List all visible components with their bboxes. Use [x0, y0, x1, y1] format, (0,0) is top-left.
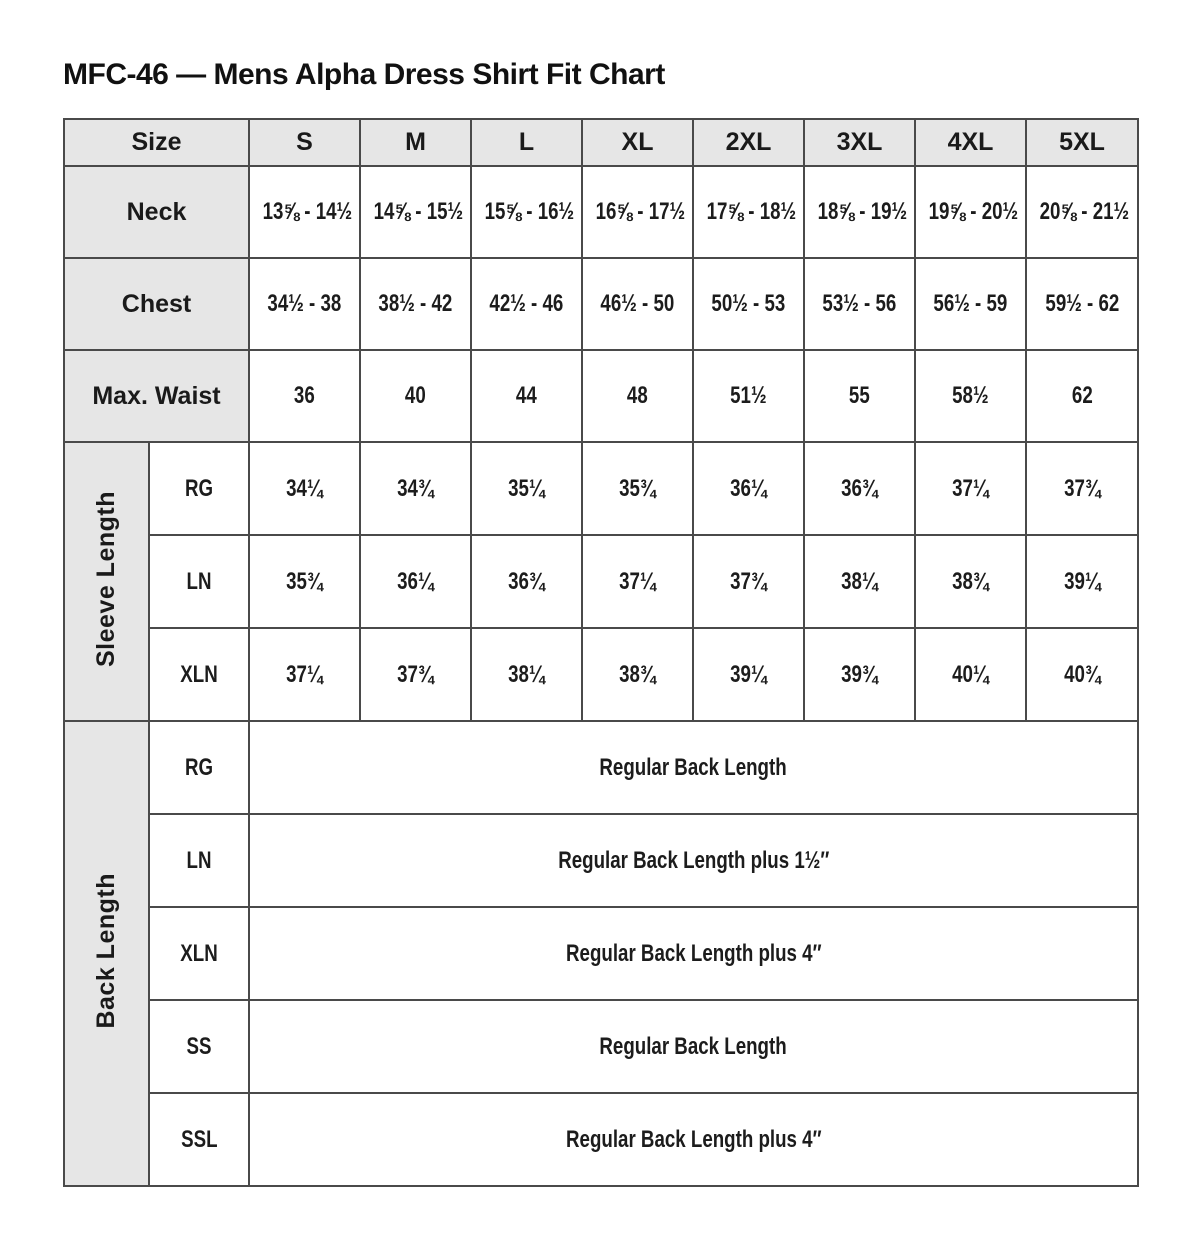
- sleeve-rg-code-cell: [149, 442, 249, 535]
- neck-value: 14⅝ - 15½: [373, 198, 464, 225]
- sleeve-rg-value-cell: [360, 442, 471, 535]
- chest-row-label: Chest: [64, 258, 249, 350]
- sleeve-rg-value: 35¼: [508, 474, 545, 502]
- sleeve-ln-value: 38¼: [841, 567, 878, 595]
- size-col-header-s: S: [249, 119, 360, 166]
- chest-value: 50½ - 53: [711, 290, 786, 317]
- header-row: [64, 119, 1138, 166]
- sleeve-length-section-label-cell: [64, 442, 149, 721]
- back-xln-row: [64, 907, 1138, 1000]
- sleeve-xln-value: 39¼: [730, 660, 767, 688]
- waist-value-cell: [471, 350, 582, 442]
- fit-chart-table: [63, 118, 1139, 1187]
- sleeve-xln-value: 40¾: [1063, 660, 1101, 688]
- sleeve-xln-value-cell: [1026, 628, 1138, 721]
- sleeve-ln-value: 37¾: [730, 567, 767, 595]
- sleeve-xln-code: XLN: [180, 660, 218, 688]
- neck-value: 20⅝ - 21½: [1039, 198, 1130, 225]
- sleeve-ln-value: 36¼: [397, 567, 434, 595]
- sleeve-rg-value-cell: [471, 442, 582, 535]
- sleeve-ln-code-cell: [149, 535, 249, 628]
- sleeve-ln-value-cell: [915, 535, 1026, 628]
- waist-value: 48: [627, 382, 648, 409]
- sleeve-rg-row: [64, 442, 1138, 535]
- size-col-header-l: L: [471, 119, 582, 166]
- waist-value: 58½: [952, 382, 989, 409]
- back-ss-text-cell: [249, 1000, 1138, 1093]
- size-col-header-2xl: 2XL: [693, 119, 804, 166]
- sleeve-xln-value: 38¼: [508, 660, 545, 688]
- back-ln-row: [64, 814, 1138, 907]
- neck-value-cell: [360, 166, 471, 258]
- sleeve-ln-value-cell: [1026, 535, 1138, 628]
- sleeve-xln-value-cell: [360, 628, 471, 721]
- chest-value-cell: [360, 258, 471, 350]
- back-ss-code-cell: [149, 1000, 249, 1093]
- sleeve-ln-value: 35¾: [286, 567, 323, 595]
- back-ln-text: Regular Back Length plus 1½″: [557, 846, 830, 874]
- waist-value-cell: [360, 350, 471, 442]
- sleeve-rg-value-cell: [249, 442, 360, 535]
- sleeve-ln-row: [64, 535, 1138, 628]
- back-ss-code: SS: [186, 1032, 212, 1060]
- sleeve-ln-value: 38¾: [952, 567, 989, 595]
- size-col-header-3xl: 3XL: [804, 119, 915, 166]
- chest-value: 38½ - 42: [378, 290, 453, 317]
- sleeve-ln-value-cell: [249, 535, 360, 628]
- back-ln-code: LN: [186, 846, 212, 874]
- size-col-header-m: M: [360, 119, 471, 166]
- size-col-header-4xl: 4XL: [915, 119, 1026, 166]
- sleeve-xln-value: 37¼: [286, 660, 323, 688]
- neck-value: 19⅝ - 20½: [928, 198, 1019, 225]
- sleeve-rg-value: 37¾: [1063, 474, 1101, 502]
- sleeve-rg-value-cell: [693, 442, 804, 535]
- neck-value: 16⅝ - 17½: [595, 198, 686, 225]
- neck-value-cell: [804, 166, 915, 258]
- chest-value: 46½ - 50: [600, 290, 675, 317]
- neck-value-cell: [1026, 166, 1138, 258]
- neck-value-cell: [249, 166, 360, 258]
- size-col-header-5xl: 5XL: [1026, 119, 1138, 166]
- back-ssl-code-cell: [149, 1093, 249, 1186]
- back-length-section-label-cell: [64, 721, 149, 1186]
- chest-value: 53½ - 56: [822, 290, 897, 317]
- sleeve-ln-value-cell: [360, 535, 471, 628]
- sleeve-xln-value-cell: [249, 628, 360, 721]
- sleeve-rg-value: 34¾: [397, 474, 434, 502]
- back-xln-text: Regular Back Length plus 4″: [565, 939, 822, 967]
- back-ssl-text: Regular Back Length plus 4″: [565, 1125, 822, 1153]
- sleeve-xln-value-cell: [693, 628, 804, 721]
- waist-value-cell: [804, 350, 915, 442]
- sleeve-ln-value-cell: [693, 535, 804, 628]
- back-rg-text: Regular Back Length: [599, 753, 788, 781]
- neck-row-label: Neck: [64, 166, 249, 258]
- neck-row: [64, 166, 1138, 258]
- neck-value-cell: [471, 166, 582, 258]
- neck-value: 15⅝ - 16½: [484, 198, 575, 225]
- sleeve-xln-value: 40¼: [952, 660, 989, 688]
- chest-value-cell: [804, 258, 915, 350]
- chest-value-cell: [915, 258, 1026, 350]
- size-header-cell: Size: [64, 119, 249, 166]
- waist-value-cell: [693, 350, 804, 442]
- chest-value-cell: [582, 258, 693, 350]
- size-col-header-xl: XL: [582, 119, 693, 166]
- waist-value: 55: [849, 382, 870, 409]
- chest-value-cell: [693, 258, 804, 350]
- sleeve-xln-value-cell: [471, 628, 582, 721]
- max-waist-row: [64, 350, 1138, 442]
- chest-value: 59½ - 62: [1045, 290, 1119, 317]
- back-ssl-code: SSL: [180, 1125, 218, 1153]
- max-waist-row-label: Max. Waist: [64, 350, 249, 442]
- back-xln-code-cell: [149, 907, 249, 1000]
- sleeve-xln-value: 39¾: [841, 660, 878, 688]
- sleeve-xln-value-cell: [582, 628, 693, 721]
- neck-value: 17⅝ - 18½: [706, 198, 797, 225]
- sleeve-ln-value: 37¼: [619, 567, 656, 595]
- sleeve-ln-value-cell: [804, 535, 915, 628]
- waist-value-cell: [1026, 350, 1138, 442]
- sleeve-rg-value: 35¾: [619, 474, 656, 502]
- neck-value-cell: [582, 166, 693, 258]
- neck-value-cell: [915, 166, 1026, 258]
- sleeve-rg-value: 37¼: [952, 474, 989, 502]
- chest-value: 42½ - 46: [489, 290, 564, 317]
- back-length-section-label: Back Length: [92, 873, 120, 1029]
- back-rg-text-cell: [249, 721, 1138, 814]
- waist-value: 40: [405, 382, 426, 409]
- back-ln-text-cell: [249, 814, 1138, 907]
- sleeve-rg-value: 36¾: [841, 474, 878, 502]
- chest-value-cell: [1026, 258, 1138, 350]
- sleeve-rg-value-cell: [804, 442, 915, 535]
- sleeve-xln-value: 37¾: [397, 660, 434, 688]
- sleeve-rg-value: 36¼: [730, 474, 767, 502]
- sleeve-xln-value-cell: [804, 628, 915, 721]
- back-ln-code-cell: [149, 814, 249, 907]
- neck-value-cell: [693, 166, 804, 258]
- sleeve-xln-value-cell: [915, 628, 1026, 721]
- sleeve-ln-value: 39¼: [1063, 567, 1101, 595]
- sleeve-xln-value: 38¾: [619, 660, 656, 688]
- back-rg-code-cell: [149, 721, 249, 814]
- waist-value-cell: [582, 350, 693, 442]
- page-title: MFC-46 — Mens Alpha Dress Shirt Fit Chart: [63, 58, 665, 91]
- sleeve-rg-value: 34¼: [286, 474, 323, 502]
- back-xln-text-cell: [249, 907, 1138, 1000]
- sleeve-xln-code-cell: [149, 628, 249, 721]
- back-xln-code: XLN: [180, 939, 218, 967]
- waist-value: 51½: [730, 382, 767, 409]
- sleeve-rg-value-cell: [582, 442, 693, 535]
- chest-value-cell: [249, 258, 360, 350]
- back-rg-code: RG: [184, 753, 214, 781]
- chest-value: 34½ - 38: [267, 290, 342, 317]
- neck-value: 18⅝ - 19½: [817, 198, 908, 225]
- sleeve-ln-value-cell: [471, 535, 582, 628]
- sleeve-length-section-label: Sleeve Length: [92, 491, 120, 667]
- chest-row: [64, 258, 1138, 350]
- waist-value-cell: [915, 350, 1026, 442]
- back-ss-row: [64, 1000, 1138, 1093]
- sleeve-xln-row: [64, 628, 1138, 721]
- chest-value-cell: [471, 258, 582, 350]
- waist-value: 36: [294, 382, 315, 409]
- back-rg-row: [64, 721, 1138, 814]
- waist-value: 44: [516, 382, 537, 409]
- neck-value: 13⅝ - 14½: [262, 198, 353, 225]
- sleeve-rg-value-cell: [915, 442, 1026, 535]
- sleeve-rg-code: RG: [184, 474, 214, 502]
- sleeve-rg-value-cell: [1026, 442, 1138, 535]
- waist-value-cell: [249, 350, 360, 442]
- back-ss-text: Regular Back Length: [599, 1032, 788, 1060]
- back-ssl-row: [64, 1093, 1138, 1186]
- sleeve-ln-value-cell: [582, 535, 693, 628]
- back-ssl-text-cell: [249, 1093, 1138, 1186]
- sleeve-ln-code: LN: [186, 567, 212, 595]
- waist-value: 62: [1071, 382, 1093, 409]
- sleeve-ln-value: 36¾: [508, 567, 545, 595]
- chest-value: 56½ - 59: [933, 290, 1008, 317]
